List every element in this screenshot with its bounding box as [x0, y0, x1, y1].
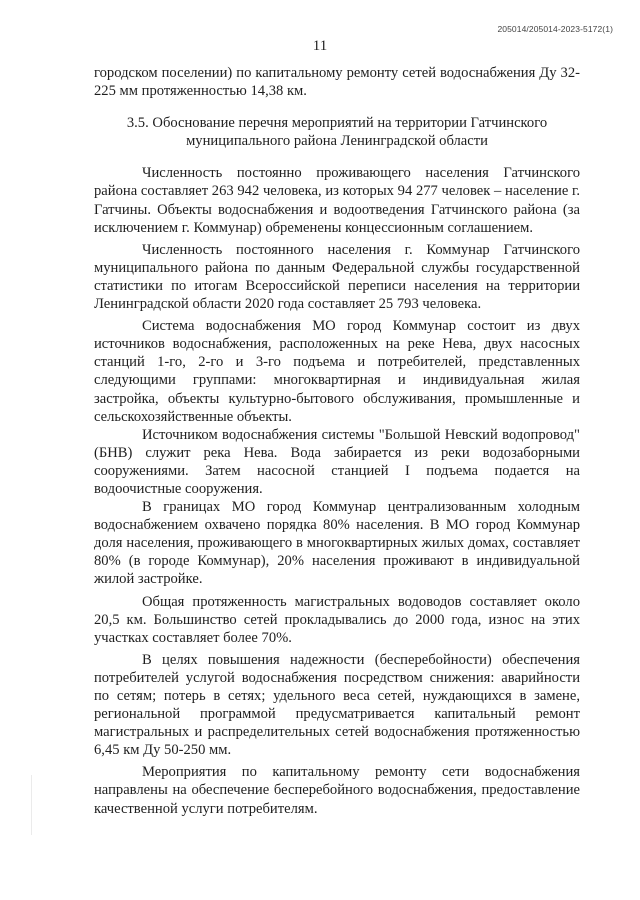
document-body: [94, 64, 580, 818]
paragraph-water-system: Система водоснабжения МО город Коммунар состоит из двух источников водоснабжения, расположенных на реке Нева, двух насосных станций 1-го, 2-го и 3-го подъема и потребителей, представленных следующими группами: многоквартирная и индивидуальная жилая застройка, объекты культурно-бытового обслуживания, промышленные и сельскохозяйственные объекты.: [94, 318, 580, 425]
paragraph-network-length: Общая протяженность магистральных водоводов составляет около 20,5 км. Большинство сетей прокладывались до 2000 года, износ на этих участках составляет более 70%.: [94, 593, 580, 646]
scan-margin-mark: [31, 775, 32, 835]
paragraph-reliability: В целях повышения надежности (бесперебойности) обеспечения потребителей услугой водоснабжения посредством снижения: аварийности по сетям; потерь в сетях; удельного веса сетей, нуждающихся в замене, региональной программой предусматривается капитальный ремонт магистральных и распределительных сетей водоснабжения протяженностью 6,45 км Ду 50-250 мм.: [94, 651, 580, 759]
section-title: 3.5. Обоснование перечня мероприятий на территории Гатчинского муниципального района Ленинградской области: [126, 115, 548, 150]
intro-paragraph: городском поселении) по капитальному ремонту сетей водоснабжения Ду 32-225 мм протяженностью 14,38 км.: [94, 65, 580, 100]
paragraph-measures: Мероприятия по капитальному ремонту сети водоснабжения направлены на обеспечение бесперебойного водоснабжения, предоставление качественной услуги потребителям.: [94, 764, 580, 817]
paragraph-water-source: Источником водоснабжения системы "Большой Невский водопровод" (БНВ) служит река Нева. Вода забирается из реки водозаборными сооружениями. Затем насосной станцией I подъема подается на водоочистные сооружения.: [94, 426, 580, 497]
paragraph-population: Численность постоянно проживающего населения Гатчинского района составляет 263 942 человека, из которых 94 277 человек – население г. Гатчины. Объекты водоснабжения и водоотведения Гатчинского района (за исключением г. Коммунар) обременены концессионным соглашением.: [94, 165, 580, 236]
paragraph-kommunar-population: Численность постоянного населения г. Коммунар Гатчинского муниципального района по данным Федеральной службы государственной статистики по итогам Всероссийской переписи населения на территории Ленинградской области 2020 года составляет 25 793 человека.: [94, 241, 580, 313]
page-number: 11: [312, 38, 328, 54]
paragraph-coverage: В границах МО город Коммунар централизованным холодным водоснабжением охвачено порядка 80% населения. В МО город Коммунар доля населения, проживающего в многоквартирных жилых домах, составляет 80% (в городе Коммунар), 20% населения проживают в индивидуальной жилой застройке.: [94, 499, 580, 588]
document-id: 205014/205014-2023-5172(1): [497, 24, 613, 34]
